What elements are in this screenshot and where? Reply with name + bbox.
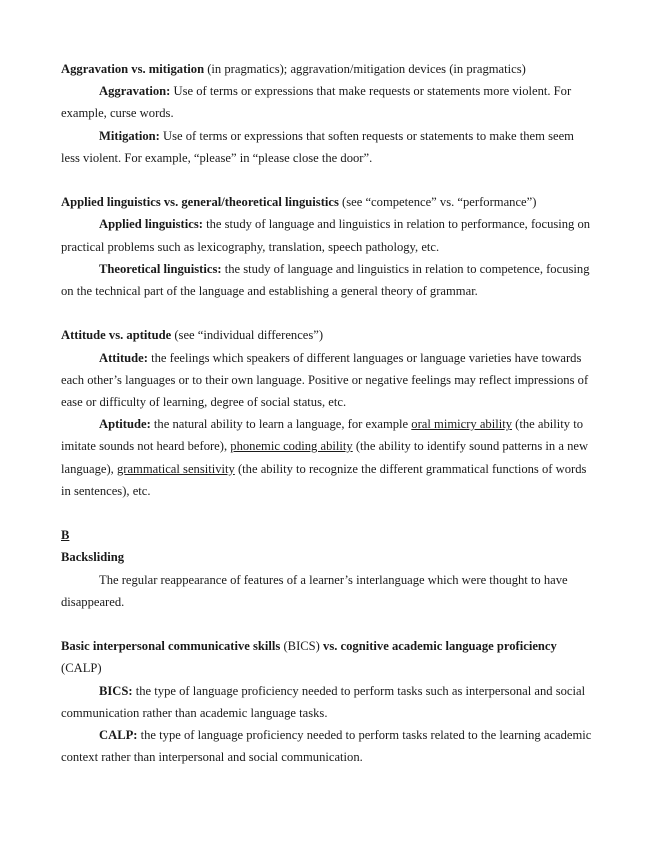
entry-heading: [61, 546, 595, 568]
definition-text: the study of language and linguistics in relation to performance, focusing on practical problems such as lexicography, translation, speech pathology, etc.: [61, 217, 591, 254]
entry-term-note: (see “individual differences”): [171, 328, 324, 343]
entry-term: vs. cognitive academic language proficiency: [323, 639, 557, 654]
entry-attitude-aptitude: [61, 324, 595, 502]
definition-label: Attitude:: [99, 350, 148, 365]
definition: [61, 213, 595, 257]
definition: [61, 125, 595, 169]
underlined-term: oral mimicry ability: [411, 417, 513, 432]
definition-text: (the ability to imitate sounds not heard before),: [61, 417, 584, 454]
definition-label: CALP:: [99, 728, 138, 743]
entry-term-note: (CALP): [61, 661, 102, 676]
definition: [61, 347, 595, 414]
definition-text: the study of language and linguistics in relation to competence, focusing on the technical part of the language and establishing a general theory of grammar.: [61, 261, 590, 299]
definition: [61, 258, 595, 302]
definition-text: (the ability to identify sound patterns in a new language),: [61, 439, 589, 476]
entry-term-note: (see “competence” vs. “performance”): [338, 195, 537, 210]
definition-label: Mitigation:: [99, 128, 160, 143]
definition-text: the type of language proficiency needed to perform tasks such as interpersonal and social communication rather than academic language tasks.: [61, 683, 586, 720]
entry-bics-calp: [61, 635, 595, 768]
entry-heading: [61, 324, 595, 346]
underlined-term: grammatical sensitivity: [116, 461, 235, 476]
definition-text: The regular reappearance of features of a learner’s interlanguage which were thought to have disappeared.: [61, 572, 568, 609]
entry-term: Basic interpersonal communicative skills: [61, 639, 281, 654]
entry-aggravation-mitigation: [61, 58, 595, 169]
underlined-term: phonemic coding ability: [230, 439, 353, 454]
definition: [61, 680, 595, 724]
definition: [61, 80, 595, 124]
definition-label: Theoretical linguistics:: [99, 261, 222, 276]
entry-heading: [61, 58, 595, 80]
entry-heading: [61, 191, 595, 213]
entry-heading: [61, 635, 595, 679]
section-letter: B: [61, 528, 70, 543]
entry-term: Applied linguistics vs. general/theoretical linguistics: [61, 195, 339, 210]
definition-text: the natural ability to learn a language, for example: [150, 417, 412, 432]
definition-text: the type of language proficiency needed to perform tasks related to the learning academic context rather than interpersonal and social communication.: [61, 728, 592, 765]
definition-aptitude: [61, 413, 595, 502]
definition-label: Applied linguistics:: [99, 217, 203, 232]
definition-text: the feelings which speakers of different languages or language varieties have towards each other’s languages or to their own language. Positive or negative feelings may reflect impressions of ease or difficulty of learning, degree of social status, etc.: [61, 350, 589, 410]
definition-text: Use of terms or expressions that make requests or statements more violent. For example, curse words.: [61, 84, 572, 121]
definition-text: (the ability to recognize the different grammatical functions of words in sentences), etc.: [61, 461, 587, 498]
entry-applied-theoretical-linguistics: [61, 191, 595, 302]
definition-text: Use of terms or expressions that soften requests or statements to make them seem less violent. For example, “please” in “please close the door”.: [61, 128, 574, 165]
definition-label: BICS:: [99, 683, 133, 698]
entry-term: Attitude vs. aptitude: [61, 328, 172, 343]
definition: [61, 724, 595, 768]
entry-term: Aggravation vs. mitigation: [61, 62, 205, 76]
entry-term-note: (in pragmatics); aggravation/mitigation devices (in pragmatics): [204, 62, 526, 76]
entry-term-note: (BICS): [280, 639, 324, 654]
definition-label: Aggravation:: [99, 84, 171, 99]
entry-backsliding: [61, 546, 595, 613]
entry-term: Backsliding: [61, 550, 124, 565]
definition-label: Aptitude:: [99, 417, 151, 432]
